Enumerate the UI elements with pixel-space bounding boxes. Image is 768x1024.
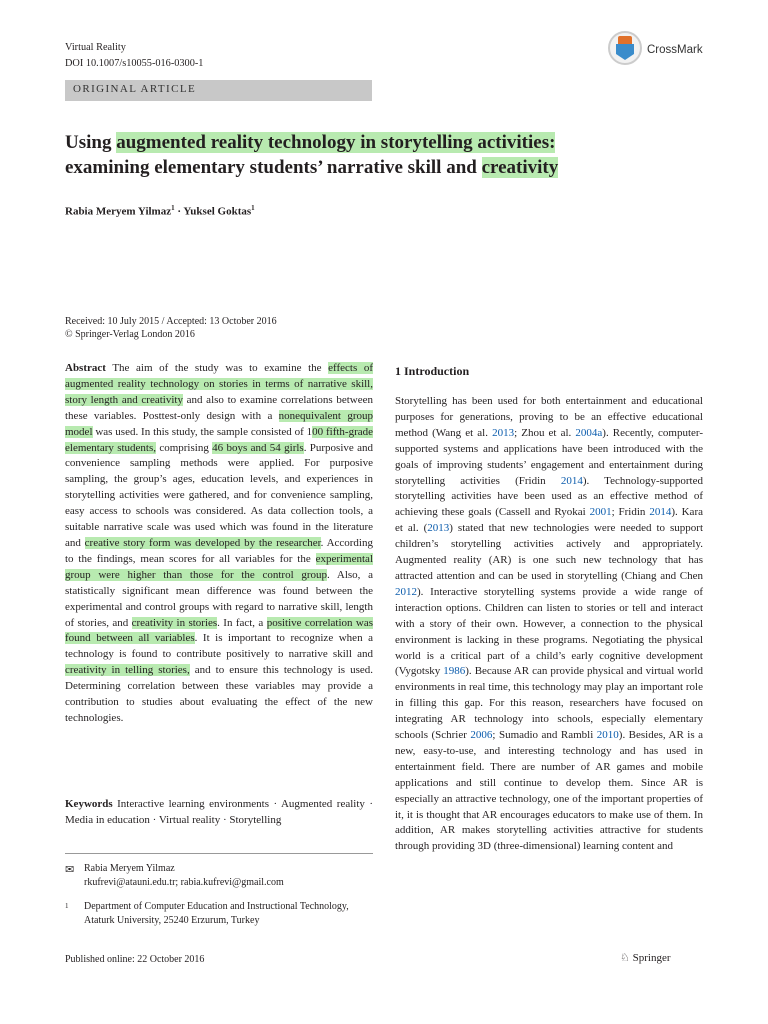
author-name[interactable]: Rabia Meryem Yilmaz <box>65 205 172 218</box>
doi: DOI 10.1007/s10055-016-0300-1 <box>65 57 204 69</box>
author-name[interactable]: Yuksel Goktas <box>183 205 252 218</box>
springer-logo <box>620 951 671 964</box>
citation-link[interactable]: 2006 <box>470 729 493 742</box>
article-type-banner <box>65 80 372 101</box>
citation-link[interactable]: 2013 <box>427 522 450 535</box>
corresponding-author: Rabia Meryem Yilmaz <box>84 863 175 874</box>
keywords: Keywords Interactive learning environments · Augmented reality · Media in education · Virtual reality · Storytelling <box>65 798 373 826</box>
affiliation-text: Department of Computer Education and Instructional Technology, Ataturk University, 25240 Erzurum, Turkey <box>84 901 349 926</box>
article-type: ORIGINAL ARTICLE <box>73 83 197 95</box>
author-list: Rabia Meryem Yilmaz$^1$ · Yuksel Goktas$^1$ <box>65 204 255 218</box>
citation-link[interactable]: 2014 <box>560 474 583 487</box>
author-emails[interactable]: rkufrevi@atauni.edu.tr; rabia.kufrevi@gmail.com <box>84 877 284 888</box>
introduction-body: Storytelling has been used for both entertainment and educational purposes for generations, proving to be an effective educational method (Wang et al. 2013; Zhou et al. 2004a). Recently, computer-supported systems and applications have been introduced with the goals of improving students’ engagement and entertainment during storytelling activities (Fridin 2014). Technology-supported storytelling activities have been used as an effective method of achieving these goals (Cassell and Ryokai 2001; Fridin 2014). Kara et al. (2013) stated that new technologies were needed to support children’s storytelling activities actively and appropriately. Augmented reality (AR) is one such new technology that has attracted attention and can be used in storytelling (Chiang and Chen 2012). Interactive storytelling systems provide a wide range of interaction options. Children can listen to stories or tell and interact with a story of their own. However, a connection to the physical environment is lacking in these programs. Negotiating the physical world is a critical part of a child’s early cognitive development (Vygotsky 1986). Because AR can provide physical and virtual world environments in real time, this technology may play an important role in filling this gap. For this reason, researchers have focused on integrating AR technology into schools, especially elementary schools (Schrier 2006; Sumadio and Rambli 2010). Besides, AR is a new, easy-to-use, and interesting technology and has used in entertainment field. There are number of AR games and mobile applications and still continue to develop them. Since AR is especially an attractive technology, one of the important properties of it, it is thought that AR encourages educators to make use of them. In addition, AR makes storytelling activities attractive for students through providing 3D (three-dimensional) learning content and <box>395 395 704 853</box>
section-heading: 1 Introduction <box>395 364 470 378</box>
publisher-name: Springer <box>632 952 671 964</box>
springer-horse-icon: ♘ <box>620 952 630 964</box>
published-online: Published online: 22 October 2016 <box>65 954 205 965</box>
abstract-label: Abstract <box>65 362 106 374</box>
journal-header <box>65 40 203 71</box>
crossmark-icon <box>607 30 643 66</box>
keywords-label: Keywords <box>65 798 113 810</box>
citation-link[interactable]: 2013 <box>492 426 515 439</box>
envelope-icon: ✉ <box>65 864 75 876</box>
crossmark-label: CrossMark <box>647 44 703 56</box>
received-accepted: Received: 10 July 2015 / Accepted: 13 October 2016 <box>65 316 277 327</box>
citation-link[interactable]: 2004a <box>575 426 603 439</box>
citation-link[interactable]: 2012 <box>395 585 417 598</box>
correspondence <box>65 862 284 890</box>
citation-link[interactable]: 2010 <box>596 729 619 742</box>
journal-name: Virtual Reality <box>65 42 126 53</box>
citation-link[interactable]: 1986 <box>443 665 466 678</box>
title-highlight: augmented reality technology in storytelling activities: <box>116 132 556 153</box>
copyright: © Springer-Verlag London 2016 <box>65 329 195 340</box>
article-title: Using augmented reality technology in storytelling activities: examining elementary students’ narrative skill and creativity <box>65 132 559 178</box>
abstract: Abstract The aim of the study was to examine the effects of augmented reality technology on stories in terms of narrative skill, story length and creativity and also to examine correlations between these variables. Posttest-only design with a nonequivalent group model was used. In this study, the sample consisted of 100 fifth-grade elementary students, comprising 46 boys and 54 girls. Purposive and convenience sampling methods were applied. For purposive sampling, the group’s ages, education levels, and experiences in storytelling activities were gathered, and for convenience sampling, easy access to schools was considered. As data collection tools, a suitable narrative scale was used which was found in the literature and creative story form was developed by the researcher. According to the findings, mean scores for all variables for the experimental group were higher than those for the control group. Also, a statistically significant mean difference was found between the experimental and control groups with regard to narrative skill, length of stories, and creativity in stories. In fact, a positive correlation was found between all variables. It is important to recognize when a technology is found to contribute positively to narrative skill and creativity in telling stories, and to ensure this technology is used. Determining correlation between these variables may provide a contribution to studies about evaluating the effect of the new technologies. <box>65 362 374 724</box>
article-dates <box>65 315 277 341</box>
title-highlight: creativity <box>481 157 559 178</box>
citation-link[interactable]: 2001 <box>589 506 612 519</box>
footnote-divider <box>65 853 373 854</box>
crossmark-badge[interactable] <box>607 32 727 66</box>
affiliation-number: 1 <box>65 902 69 910</box>
affiliation <box>65 900 374 928</box>
citation-link[interactable]: 2014 <box>649 506 672 519</box>
